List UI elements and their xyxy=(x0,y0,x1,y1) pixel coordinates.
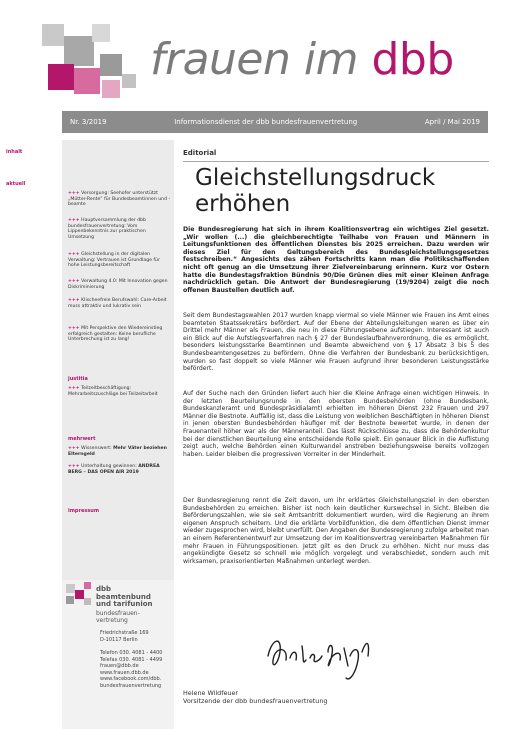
masthead-title: frauen im dbb xyxy=(150,34,454,85)
sidebar-item[interactable]: +++ Klischeefreie Berufswahl: Care-Arbeit muss attraktiv und lukrativ sein xyxy=(68,298,167,309)
sidebar-heading-mehrwert: mehrwert xyxy=(68,436,96,442)
sidebar-heading-impressum[interactable]: impressum xyxy=(68,508,100,514)
sidebar-item[interactable]: +++ Wissenswert: Mehr Väter beziehen Elterngeld xyxy=(68,446,167,457)
sidebar-item[interactable]: +++ Teilzeitbeschäftigung: Mehrarbeitszuschläge bei Teilzeitarbeit xyxy=(68,386,158,397)
org-name: dbb beamtenbund und tarifunion xyxy=(96,585,153,608)
org-address: Friedrichstraße 169 D-10117 Berlin xyxy=(100,630,149,643)
article-paragraph: Auf der Suche nach den Gründen liefert auch hier die Kleine Anfrage einen wichtigen Hinweis. In der letzten Beurteilungsrunde in den obersten Bundesbehörden (ohne Bundesbank, Bundeskanzleramt und Bundespräsidialamt) erhielten im höheren Dienst 232 Frauen und 297 Männer die Bestnote. Auffällig ist, dass die Leistung von weiblichen Beschäftigten in höheren Dienst in jenen obersten Bundesbehörden häufiger mit der Bestnote bewertet wurde, in denen der Frauenanteil höher war als der Männeranteil. Das lässt Rückschlüsse zu, dass die Behördenkultur bei der dienstlichen Beurteilung eine entscheidende Rolle spielt. Ein genauer Blick in die Auflistung zeigt auch, welche Behörden einen Kulturwandel anstreben beziehungsweise bereits vollzogen haben. Leider bleiben die progressiven Vorreiter in der Minderheit. xyxy=(183,390,489,458)
sidebar-heading-aktuell: aktuell xyxy=(6,181,26,187)
article-headline: Gleichstellungsdruck erhöhen xyxy=(195,165,436,217)
article-paragraph: Der Bundesregierung rennt die Zeit davon, um ihr erklärtes Gleichstellungsziel in den obersten Bundesbehörden zu erreichen. Bisher ist noch kein deutlicher Kurswechsel in Sicht. Bleiben die Beförderungszahlen, wie sie seit Amtsantritt dokumentiert wurden, wird die Regierung an ihrem eigenen Anspruch scheitern. Und die erklärte Vorbildfunktion, die dem öffentlichen Dienst immer wieder zugesprochen wird, bleibt unerfüllt. Den Angaben der Bundesregierung zufolge arbeitet man an einem Referentenentwurf zur Umsetzung der im Koalitionsvertrag vereinbarten Maßnahmen für mehr Frauen in Führungspositionen. Jetzt gilt es den Druck zu erhöhen. Nicht nur muss das angekündigte Gesetz so schnell wie möglich vorgelegt und verabschiedet, sondern auch mit wirksamen, praxisorientierten Maßnahmen unterlegt werden. xyxy=(183,497,489,565)
signer-block xyxy=(183,689,327,705)
org-block xyxy=(62,580,174,729)
sidebar-item[interactable]: +++ Verwaltung 4.0: Mit Innovation gegen Diskriminierung xyxy=(68,279,168,290)
issue-date: April / Mai 2019 xyxy=(424,118,480,126)
org-contact: Telefon 030. 4081 - 4400 Telefax 030. 4081 - 4499 frauen@dbb.de www.frauen.dbb.de www.facebook.com/dbb. bundesfrauenvertretung xyxy=(100,650,163,689)
article-lead: Die Bundesregierung hat sich in ihrem Koalitionsvertrag ein wichtiges Ziel gesetzt. „Wir wollen (...) die gleichberechtigte Teilhabe von Frauen und Männern in Leitungsfunktionen des öffentlichen Dienstes bis 2025 erreichen. Dazu werden wir dieses Ziel für den Geltungsbereich des Bundesgleichstellungsgesetzes festschreiben.“ Angesichts des zähen Fortschritts kann man die Politikschaffenden nicht oft genug an die Umsetzung ihrer Zielvereinbarung erinnern. Kurz vor Ostern hatte die Bundestagsfraktion Bündnis 90/Die Grünen dies mit einer Kleinen Anfrage nachdrücklich getan. Die Antwort der Bundesregierung (19/9204) zeigt die noch offenen Baustellen deutlich auf. xyxy=(183,226,489,294)
article-paragraph: Seit dem Bundestagswahlen 2017 wurden knapp viermal so viele Männer wie Frauen ins Amt eines beamteten Staatssekretärs befördert. Auf der Ebene der Abteilungsleitungen waren es über ein Drittel mehr Männer als Frauen, die neu in diese Führungsebene aufstiegen. Interessant ist auch ein Blick auf die Aufstiegsverfahren nach § 27 der Bundeslaufbahnverordnung, die es ermöglicht, besonders leistungsstarke Beamtinnen und Beamte abweichend von § 17 Absatz 3 bis 5 des Bundesbeamtengesetzes zu befördern. Ohne die Verfahren der Bundesbank zu berücksichtigen, wurden so fast doppelt so viele Männer wie Frauen aufgrund ihrer besonderen Leistungsstärke befördert. xyxy=(183,312,489,373)
issue-number: Nr. 3/2019 xyxy=(70,118,107,126)
info-bar xyxy=(62,111,488,133)
sidebar-heading-inhalt: inhalt xyxy=(6,149,23,155)
signer-title: Vorsitzende der dbb bundesfrauenvertretung xyxy=(183,697,328,705)
logo-squares xyxy=(42,24,142,110)
sidebar-item[interactable]: +++ Versorgung: Seehofer unterstützt „Mütter-Rente“ für Bundesbeamtinnen und -beamte xyxy=(68,191,171,208)
signer-name: Helene Wildfeuer xyxy=(183,689,239,697)
divider xyxy=(183,161,489,162)
sidebar-item[interactable]: +++ Gleichstellung in der digitalen Verwaltung: Vertrauen ist Grundlage für hohe Leistungsbereitschaft xyxy=(68,252,160,269)
signature-image xyxy=(262,626,382,686)
org-sub: bundesfrauen- vertretung xyxy=(96,610,140,624)
sidebar-item[interactable]: +++ Hauptversammlung der dbb bundesfrauenvertretung: Vom Lippenbekenntnis zur praktischen Umsetzung xyxy=(68,218,146,240)
sidebar-item[interactable]: +++ Mit Perspektive den Wiedereinstieg erfolgreich gestalten: Keine berufliche Unterbrechung ist zu lang! xyxy=(68,326,163,343)
service-name: Informationsdienst der dbb bundesfrauenvertretung xyxy=(174,118,358,126)
section-label: Editorial xyxy=(183,149,217,157)
sidebar-item[interactable]: +++ Unterhaltung gewinnen: ANDREA BERG – DAS OPEN AIR 2019 xyxy=(68,464,160,475)
sidebar-heading-justitia: justitia xyxy=(68,376,88,382)
